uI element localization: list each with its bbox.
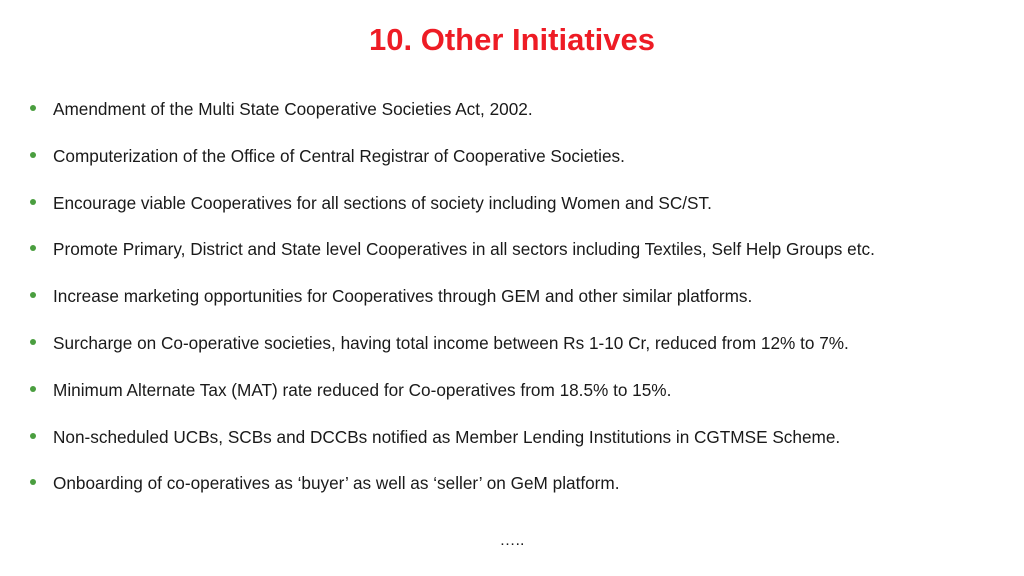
list-item-text: Increase marketing opportunities for Cooperatives through GEM and other similar platforms. [53, 286, 753, 307]
list-item [30, 236, 1010, 283]
slide-title: 10. Other Initiatives [369, 22, 655, 57]
list-item [30, 143, 1010, 190]
initiatives-list [30, 96, 1010, 517]
list-item-text: Non-scheduled UCBs, SCBs and DCCBs notified as Member Lending Institutions in CGTMSE Scheme. [53, 426, 841, 447]
bullet-dot-icon [30, 339, 36, 345]
list-item-text: Promote Primary, District and State level Cooperatives in all sectors including Textiles, Self Help Groups etc. [53, 239, 875, 260]
bullet-dot-icon [30, 479, 36, 485]
bullet-dot-icon [30, 386, 36, 392]
list-item-text: Encourage viable Cooperatives for all sections of society including Women and SC/ST. [53, 192, 712, 213]
bullet-dot-icon [30, 152, 36, 158]
bullet-dot-icon [30, 245, 36, 251]
bullet-dot-icon [30, 292, 36, 298]
list-item-text: Amendment of the Multi State Cooperative Societies Act, 2002. [53, 99, 533, 119]
list-item [30, 330, 1010, 377]
bullet-dot-icon [30, 105, 36, 111]
list-item-text: Minimum Alternate Tax (MAT) rate reduced for Co-operatives from 18.5% to 15%. [53, 379, 672, 400]
list-item-text: Computerization of the Office of Central Registrar of Cooperative Societies. [53, 145, 625, 166]
list-item-text: Onboarding of co-operatives as ‘buyer’ as well as ‘seller’ on GeM platform. [53, 473, 620, 494]
list-item [30, 283, 1010, 330]
list-item-text: Surcharge on Co-operative societies, having total income between Rs 1-10 Cr, reduced from 12% to 7%. [53, 332, 849, 353]
list-item [30, 470, 1010, 517]
list-item [30, 424, 1010, 471]
list-item [30, 377, 1010, 424]
list-item [30, 190, 1010, 237]
bullet-dot-icon [30, 199, 36, 205]
continuation-ellipsis: ….. [499, 532, 525, 549]
list-item [30, 96, 1010, 143]
bullet-dot-icon [30, 433, 36, 439]
